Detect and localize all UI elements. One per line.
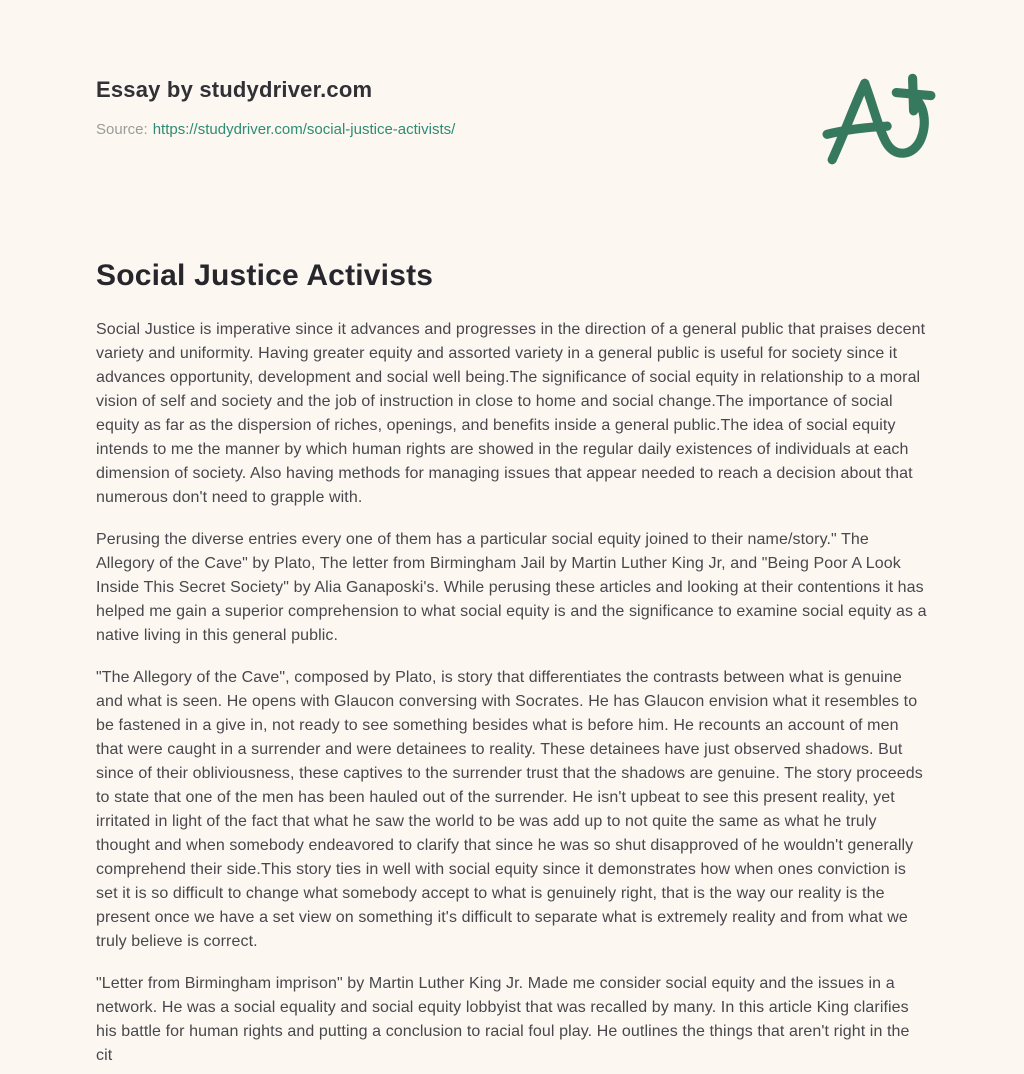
- a-plus-grade-logo-icon: [822, 70, 936, 166]
- source-label: Source:: [96, 121, 148, 138]
- essay-paragraph-3: "The Allegory of the Cave", composed by Plato, is story that differentiates the contrasts between what is genuine and what is seen. He opens with Glaucon conversing with Socrates. He has Glaucon envision what it resembles to be fastened in a give in, not ready to see something besides what is before him. He recounts an account of men that were caught in a surrender and were detainees to reality. These detainees have just observed shadows. But since of their obliviousness, these captives to the surrender trust that the shadows are genuine. The story proceeds to state that one of the men has been hauled out of the surrender. He isn't upbeat to see this present reality, yet irritated in light of the fact that what he saw the world to be was add up to not quite the same as what he truly thought and when somebody endeavored to clarify that since he was so shut disapproved of he wouldn't generally comprehend their side.This story ties in well with social equity since it demonstrates how when ones conviction is set it is so difficult to change what somebody accept to what is genuinely right, that is the way our reality is the present once we have a set view on something it's difficult to separate what is extremely reality and from what we truly believe is correct.: [96, 669, 923, 950]
- essay-paragraph-1: Social Justice is imperative since it advances and progresses in the direction of a general public that praises decent variety and uniformity. Having greater equity and assorted variety in a general public is useful for society since it advances opportunity, development and social well being.The significance of social equity in relationship to a moral vision of self and society and the job of instruction in close to home and social change.The importance of social equity as far as the dispersion of riches, openings, and benefits inside a general public.The idea of social equity intends to me the manner by which human rights are showed in the regular daily existences of individuals at each dimension of society. Also having methods for managing issues that appear needed to reach a decision about that numerous don't need to grapple with.: [96, 321, 926, 506]
- essay-content: [96, 256, 928, 1068]
- essay-title: Social Justice Activists: [96, 259, 434, 292]
- essay-paragraph-4: "Letter from Birmingham imprison" by Martin Luther King Jr. Made me consider social equity and the issues in a network. He was a social equality and social equity lobbyist that was recalled by many. In this article King clarifies his battle for human rights and putting a conclusion to racial foul play. He outlines the things that aren't right in the cit: [96, 975, 910, 1064]
- source-link[interactable]: https://studydriver.com/social-justice-activists/: [152, 121, 456, 138]
- source-line: [96, 120, 928, 140]
- essay-paragraph-2: Perusing the diverse entries every one of them has a particular social equity joined to their name/story." The Allegory of the Cave" by Plato, The letter from Birmingham Jail by Martin Luther King Jr, and "Being Poor A Look Inside This Secret Society" by Alia Ganaposki's. While perusing these articles and looking at their contentions it has helped me gain a superior comprehension to what social equity is and the significance to examine social equity as a native living in this general public.: [96, 531, 927, 644]
- header-title: Essay by studydriver.com: [96, 77, 373, 102]
- page-header: [96, 76, 928, 140]
